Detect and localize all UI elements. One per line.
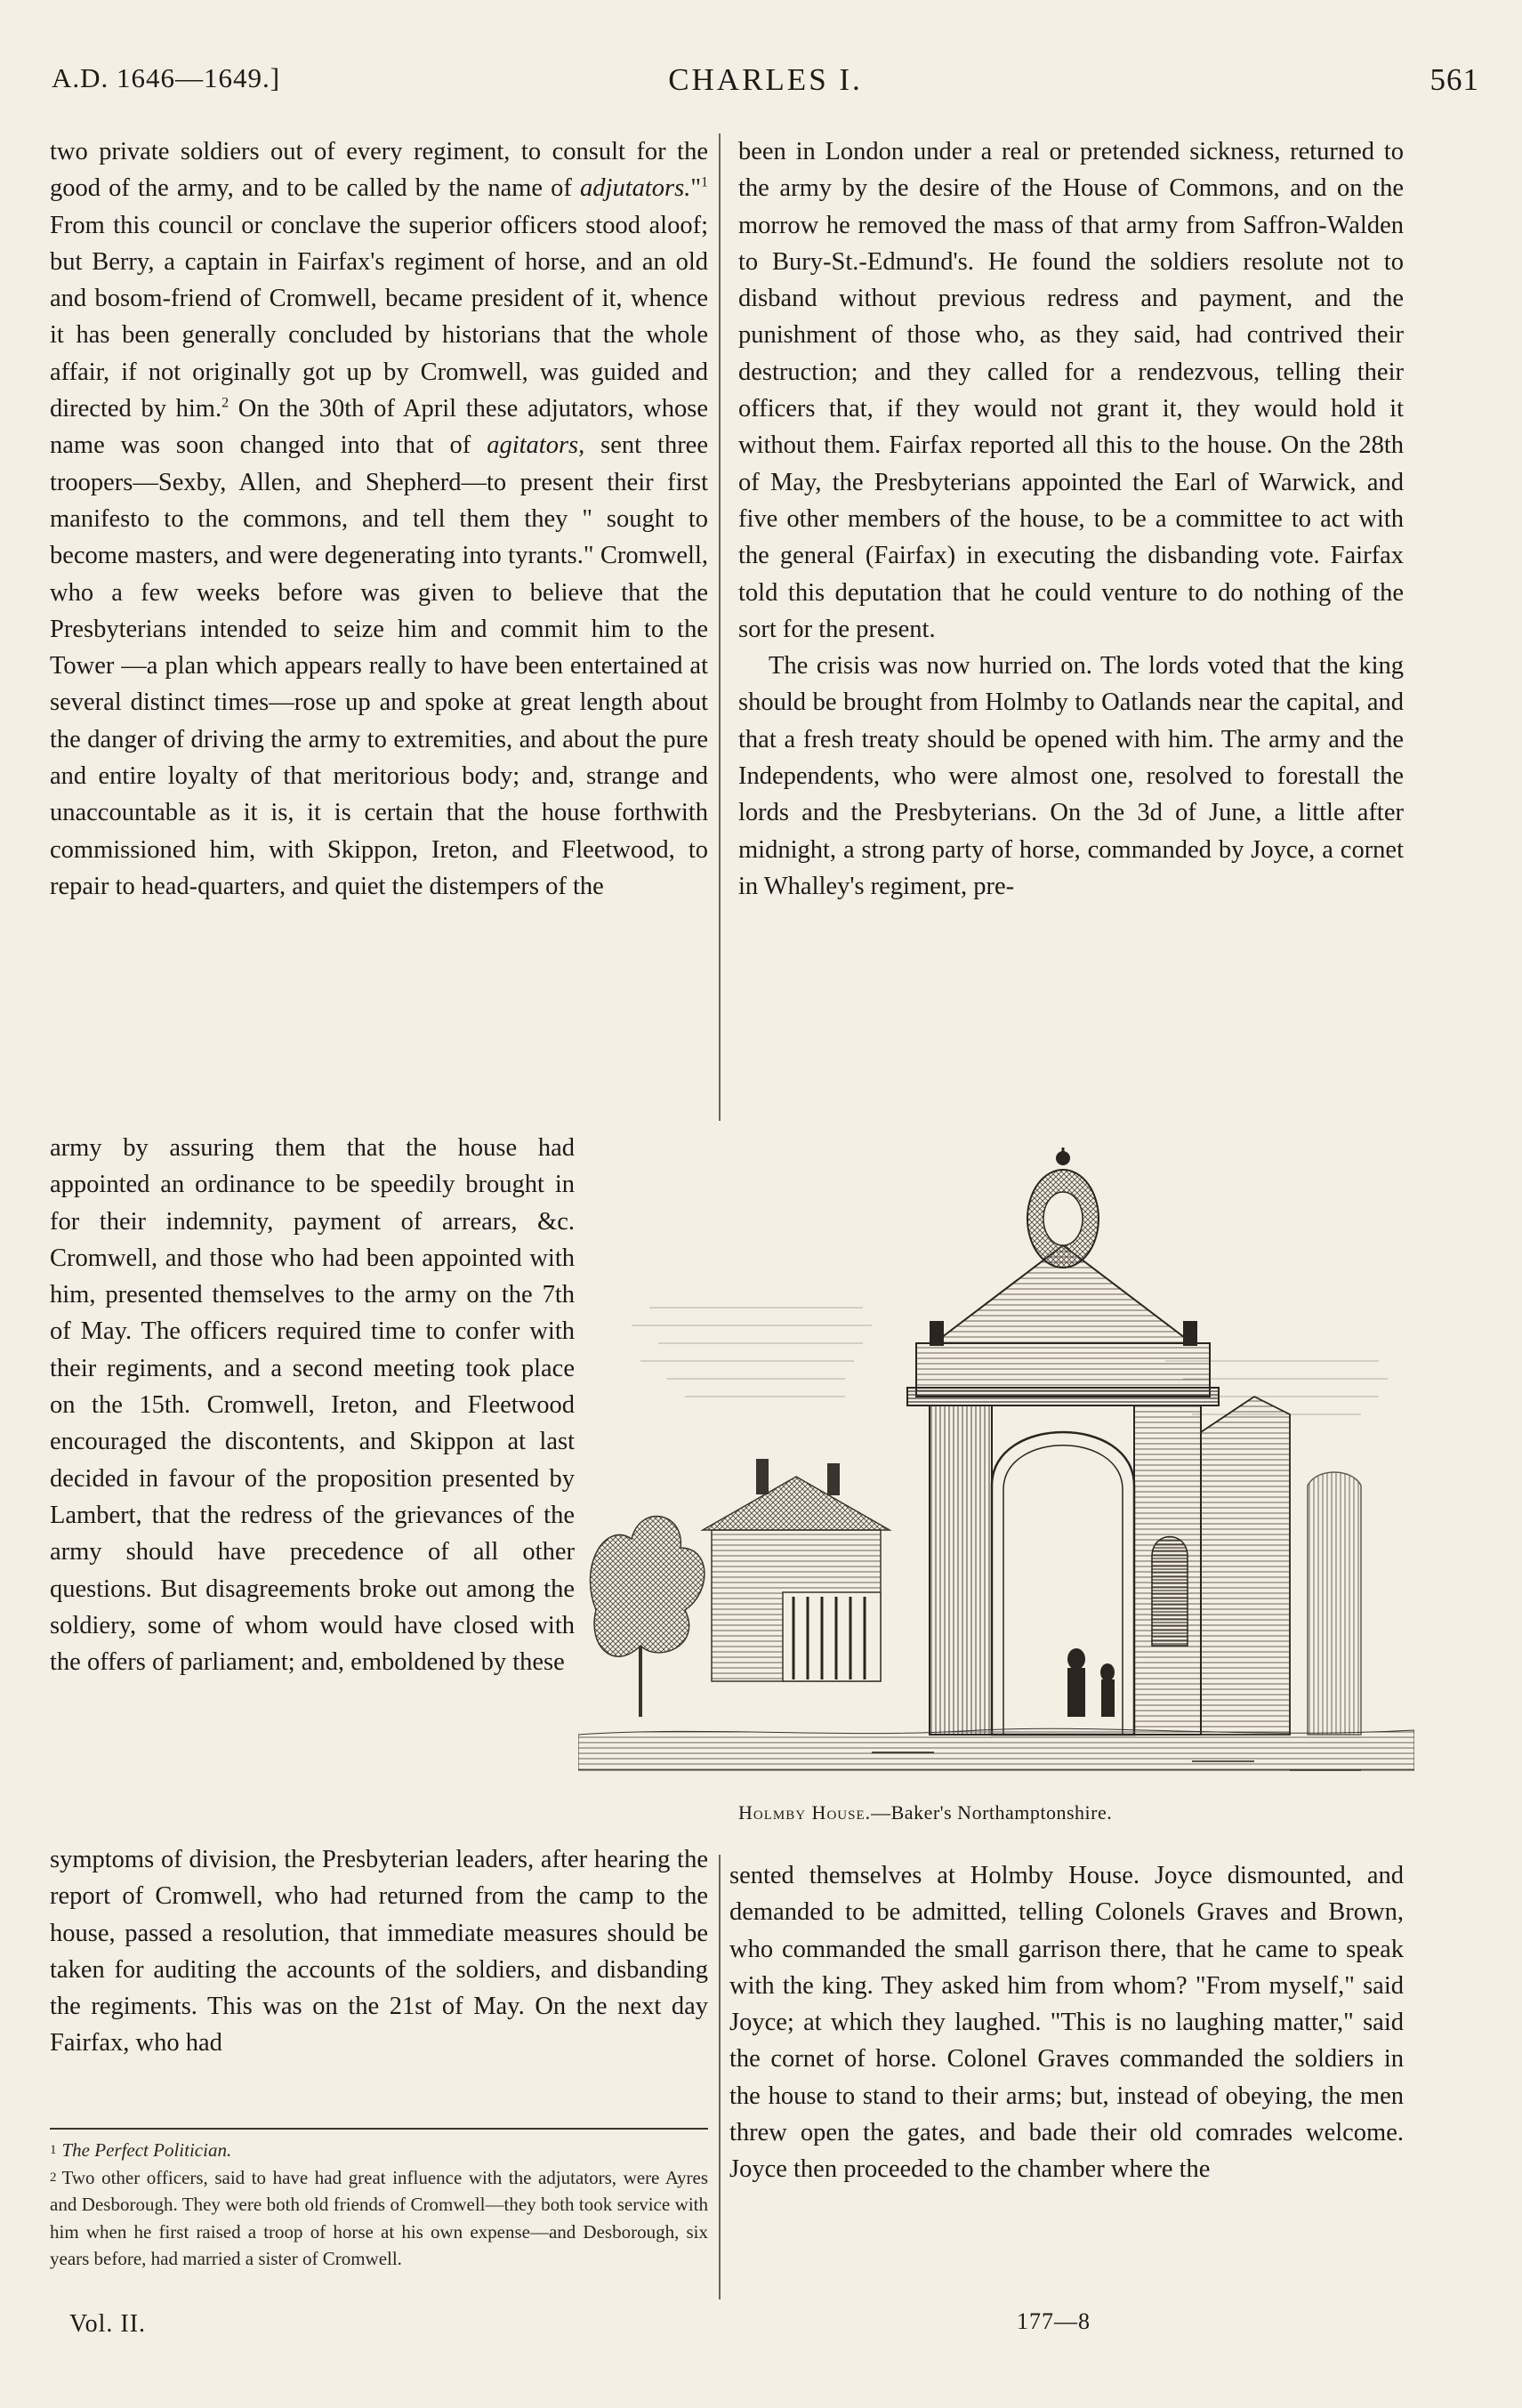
left-wrap-text: army by assuring them that the house had appointed an ordinance to be speedily brought in for their indemnity, payment of arrears, &c. Cromwell, and those who had been appointed with him, presented themselves to the army on the 7th of May. The officers required time to confer with their regiments, and a second meeting took place on the 15th. Cromwell, Ireton, and Fleetwood encouraged the discontents, and Skippon at last decided in favour of the proposition presented by Lambert, that the redress of the grievances of the army should have precedence of all other questions. But disagreements broke out among the soldiery, some of whom would have closed with the offers of parliament; and, emboldened by these — [50, 1134, 575, 1677]
footnote-1: $^1$ The Perfect Politician. — [50, 2139, 232, 2161]
footnote-2: $^2$ Two other officers, said to have had great influence with the adjutators, were Ayres and Desborough. They were both old friends of Cromwell—they both took service with him when he first raised a troop of horse at his own expense—and Desborough, six years before, had married a sister of Cromwell. — [50, 2166, 708, 2269]
footnote-ref-2: 2 — [221, 395, 230, 411]
right-paragraph-1: been in London under a real or pretended sickness, returned to the army by the desire of the House of Commons, and on the morrow he removed the mass of that army from Saffron-Walden to Bury-St.-Edmund's. He found the soldiers resolute not to disband without previous redress and payment, and the punishment of those who, as they said, had contrived their destruction; and they called for a rendezvous, telling their officers that, if they would not grant it, they would hold it without them. Fairfax reported all this to the house. On the 28th of May, the Presbyterians appointed the Earl of Warwick, and five other members of the house, to be a committee to act with the general (Fairfax) in executing the disbanding vote. Fairfax told this deputation that he could venture to do nothing of the sort for the present. — [738, 138, 1404, 643]
left-paragraph-1: two private soldiers out of every regiment, to consult for the good of the army, and to be called by the name of adjutators."$^1$ From this council or conclave the superior officers stood aloof; but Berry, a captain in Fairfax's regiment of horse, and an old and bosom-friend of Cromwell, became president of it, whence it has been generally concluded by historians that the whole affair, if not originally got up by Cromwell, was guided and directed by him.$^2$ On the 30th of April these adjutators, whose name was soon changed into that of agitators, sent three troopers—Sexby, Allen, and Shepherd—to present their first manifesto to the commons, and tell them they " sought to become masters, and were degenerating into tyrants." Cromwell, who a few weeks before was given to believe that the Presbyterians intended to seize him and commit him to the Tower —a plan which appears really to have been entertained at several distinct times—rose up and spoke at great length about the danger of driving the army to extremities, and about the pure and entire loyalty of that meritorious body; and, strange and unaccountable as it is, it is certain that the house forthwith commissioned him, with Skippon, Ireton, and Fleetwood, to repair to head-quarters, and quiet the distempers of the — [50, 138, 708, 900]
left-column-wrap — [50, 1130, 575, 1841]
volume-label: Vol. II. — [69, 2310, 147, 2338]
footnote-ref-1: 1 — [701, 174, 708, 190]
caption-source: —Baker's Northamptonshire. — [871, 1801, 1113, 1824]
footnotes — [50, 2137, 708, 2273]
column-divider-top — [719, 133, 721, 1121]
figure-caption — [578, 1801, 1521, 1824]
footnote-rule — [50, 2128, 708, 2130]
right-bottom-text: sented themselves at Holmby House. Joyce dismounted, and demanded to be admitted, telling Colonels Graves and Brown, who commanded the small garrison there, that he came to speak with the king. They asked him from whom? "From myself," said Joyce; at which they laughed. "This is no laughing matter," said the cornet of horse. Colonel Graves commanded the soldiers in the house to stand to their arms; but, instead of obeying, the men threw open the gates, and bade their old comrades welcome. Joyce then proceeded to the chamber where the — [729, 1862, 1404, 2184]
caption-title: Holmby House. — [738, 1801, 872, 1824]
left-bottom-text: symptoms of division, the Presbyterian leaders, after hearing the report of Cromwell, who had returned from the camp to the house, passed a resolution, that immediate measures should be taken for auditing the accounts of the soldiers, and disbanding the regiments. This was on the 21st of May. On the next day Fairfax, who had — [50, 1846, 708, 2058]
header-title: CHARLES I. — [668, 62, 863, 97]
left-column-bottom — [50, 1841, 708, 2108]
holmby-house-engraving — [578, 1148, 1414, 1797]
signature-mark: 177—8 — [1017, 2308, 1091, 2334]
column-divider-bottom — [719, 1855, 721, 2299]
left-column-top — [50, 133, 708, 1130]
right-paragraph-2: The crisis was now hurried on. The lords voted that the king should be brought from Holmby to Oatlands near the capital, and that a fresh treaty should be opened with him. The army and the Independents, who were almost one, resolved to forestall the lords and the Presbyterians. On the 3d of June, a little after midnight, a strong party of horse, commanded by Joyce, a cornet in Whalley's regiment, pre- — [738, 652, 1404, 900]
right-column-bottom — [729, 1857, 1404, 2302]
right-column-top — [738, 133, 1404, 1123]
running-head — [52, 62, 1479, 107]
header-date-range: A.D. 1646—1649.] — [52, 62, 281, 93]
page-number: 561 — [1429, 62, 1479, 97]
